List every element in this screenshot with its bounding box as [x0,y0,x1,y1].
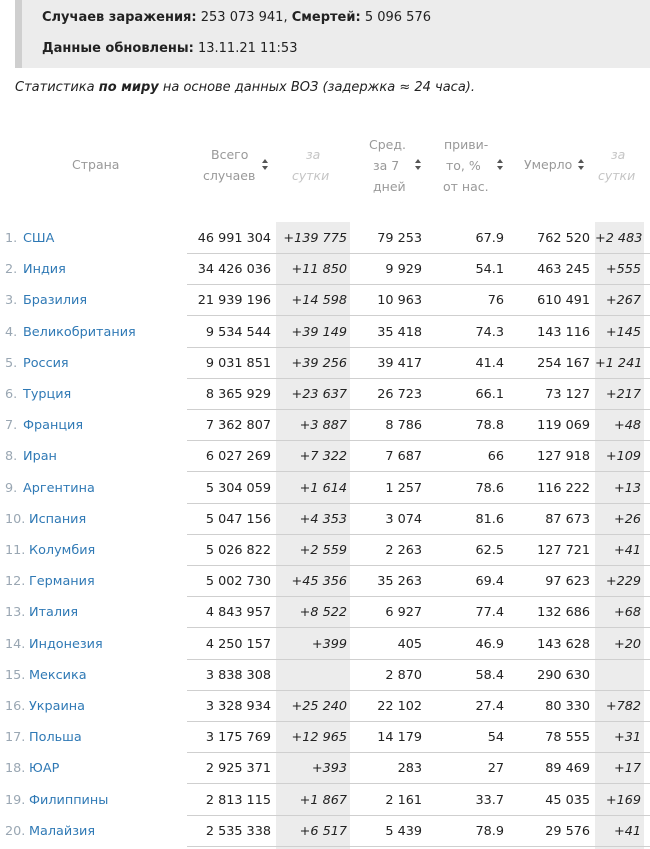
country-link[interactable]: Индия [23,262,66,278]
header-total-line2: случаев [203,168,256,183]
total-cases: 3 328 934 [205,699,271,714]
daily-deaths: +31 [613,730,641,746]
daily-cases: +399 [311,636,347,652]
table-row [0,348,650,379]
table-row [0,629,650,660]
daily-cases: +6 517 [299,823,347,839]
cases-summary [42,10,431,25]
vaccinated-percent: 67.9 [475,231,504,246]
daily-deaths: +782 [605,699,641,714]
total-cases: 7 362 807 [205,418,271,434]
total-deaths: 290 630 [537,667,590,683]
country-link[interactable]: ЮАР [29,761,60,777]
vaccinated-percent: 77.4 [475,605,504,621]
vaccinated-percent: 33.7 [475,792,504,808]
table-row [0,660,650,691]
stats-note [15,80,475,95]
country-link[interactable]: Малайзия [29,823,96,839]
country-link[interactable]: Индонезия [29,636,103,652]
sort-icon[interactable] [497,159,503,170]
daily-deaths: +20 [613,636,641,652]
total-cases: 8 365 929 [205,387,271,402]
header-ddaily-line2: сутки [598,168,636,183]
total-deaths: 762 520 [537,231,590,246]
country-link[interactable]: Россия [23,355,69,371]
table-row [0,473,650,504]
total-deaths: 80 330 [545,699,590,714]
note-prefix: Статистика [15,80,99,95]
country-link[interactable]: Колумбия [29,543,96,558]
total-deaths: 89 469 [545,761,590,777]
daily-deaths: +26 [613,511,641,527]
avg-7-days: 6 927 [385,605,422,621]
avg-7-days: 2 263 [385,543,422,558]
table-row [0,254,650,285]
avg-7-days: 2 161 [385,792,422,808]
country-link[interactable]: Аргентина [23,480,95,496]
note-suffix: на основе данных ВОЗ (задержка ≈ 24 часа). [158,80,475,95]
rank-number: 9. [5,480,18,496]
rank-number: 13. [5,605,26,621]
header-avg7[interactable] [352,130,432,200]
daily-deaths [595,660,641,691]
daily-cases [276,660,347,691]
total-cases: 4 843 957 [205,605,271,621]
country-link[interactable]: США [23,231,55,246]
total-deaths: 143 628 [537,636,590,652]
total-cases: 5 304 059 [205,480,271,496]
cases-label: Случаев заражения: [42,10,197,25]
total-deaths: 610 491 [537,293,590,309]
rank-number: 8. [5,449,18,465]
total-cases: 9 534 544 [205,324,271,340]
rank-number: 12. [5,574,26,590]
table-row [0,317,650,348]
rank-number: 15. [5,667,26,683]
header-avg-line1: Сред. [369,137,406,152]
total-cases: 5 002 730 [205,574,271,590]
vaccinated-percent: 78.8 [475,418,504,434]
vaccinated-percent: 27 [487,761,504,777]
vaccinated-percent: 46.9 [475,636,504,652]
daily-cases: +7 322 [299,449,347,465]
daily-cases: +8 522 [299,605,347,621]
deaths-label: Смертей: [291,10,361,25]
total-deaths: 119 069 [537,418,590,434]
country-link[interactable]: Филиппины [29,792,109,808]
total-deaths: 97 623 [545,574,590,590]
header-daily-line2: сутки [292,168,330,183]
table-row [0,722,650,753]
total-cases: 2 813 115 [205,792,271,808]
vaccinated-percent: 58.4 [475,667,504,683]
header-vacc-line2: то, % [446,158,481,173]
total-deaths: 45 035 [545,792,590,808]
table-row [0,285,650,316]
updated-summary [42,41,297,56]
vaccinated-percent: 27.4 [475,699,504,714]
rank-number: 19. [5,792,26,808]
table-row [0,223,650,254]
total-deaths: 254 167 [537,355,590,371]
rank-number: 5. [5,355,18,371]
rank-number: 6. [5,387,18,402]
vaccinated-percent: 54 [487,730,504,746]
total-deaths: 73 127 [545,387,590,402]
cases-value: 253 073 941, [200,10,288,25]
table-row [0,379,650,410]
total-deaths: 87 673 [545,511,590,527]
rank-number: 16. [5,699,26,714]
avg-7-days: 283 [397,761,422,777]
rank-number: 14. [5,636,26,652]
table-row [0,504,650,535]
total-deaths: 132 686 [537,605,590,621]
sort-icon[interactable] [262,159,268,170]
vaccinated-percent: 62.5 [475,543,504,558]
total-cases: 2 925 371 [205,761,271,777]
avg-7-days: 22 102 [377,699,422,714]
daily-deaths: +555 [605,262,641,278]
total-cases: 4 250 157 [205,636,271,652]
table-row [0,816,650,847]
daily-cases: +139 775 [283,231,347,246]
vaccinated-percent: 54.1 [475,262,504,278]
vaccinated-percent: 78.9 [475,823,504,839]
rank-number: 3. [5,293,18,309]
country-link[interactable]: Германия [29,574,95,590]
country-link[interactable]: Польша [29,730,82,746]
updated-value: 13.11.21 11:53 [197,41,298,56]
total-cases: 21 939 196 [197,293,271,309]
daily-cases: +4 353 [299,511,347,527]
header-daily-deaths[interactable] [595,130,644,200]
daily-cases: +393 [311,761,347,777]
rank-number: 7. [5,418,18,434]
daily-deaths: +17 [613,761,641,777]
daily-deaths: +145 [605,324,641,340]
header-avg-line3: дней [373,179,406,194]
avg-7-days: 39 417 [377,355,422,371]
country-link[interactable]: Италия [29,605,79,621]
avg-7-days: 10 963 [377,293,422,309]
rank-number: 10. [5,511,26,527]
daily-cases: +25 240 [291,699,347,714]
avg-7-days: 26 723 [377,387,422,402]
avg-7-days: 8 786 [385,418,422,434]
daily-deaths: +68 [613,605,641,621]
rank-number: 2. [5,262,18,278]
header-vacc-line3: от нас. [443,179,489,194]
table-row [0,597,650,628]
total-cases: 2 535 338 [205,823,271,839]
vaccinated-percent: 66.1 [475,387,504,402]
daily-deaths: +48 [613,418,641,434]
rank-number: 4. [5,324,18,340]
total-deaths: 127 721 [537,543,590,558]
daily-cases: +1 867 [299,792,347,808]
daily-deaths: +41 [613,823,641,839]
total-cases: 6 027 269 [205,449,271,465]
total-cases: 9 031 851 [205,355,271,371]
vaccinated-percent: 78.6 [475,480,504,496]
daily-deaths: +41 [613,543,641,558]
vaccinated-percent: 41.4 [475,355,504,371]
header-vacc-line1: приви- [444,137,489,152]
total-cases: 46 991 304 [197,231,271,246]
country-link[interactable]: Иран [23,449,57,465]
sort-icon[interactable] [578,159,584,170]
table-row [0,753,650,784]
avg-7-days: 7 687 [385,449,422,465]
daily-deaths: +13 [613,480,641,496]
total-deaths: 78 555 [545,730,590,746]
header-deaths[interactable] [512,130,592,200]
total-cases: 5 026 822 [205,543,271,558]
vaccinated-percent: 76 [487,293,504,309]
daily-deaths: +169 [605,792,641,808]
header-country-label: Страна [72,157,120,172]
updated-label: Данные обновлены: [42,41,194,56]
header-ddaily-line1: за [611,147,626,162]
vaccinated-percent: 69.4 [475,574,504,590]
country-link[interactable]: Украина [29,699,86,714]
country-link[interactable]: Мексика [29,667,87,683]
avg-7-days: 3 074 [385,511,422,527]
vaccinated-percent: 81.6 [475,511,504,527]
total-cases: 34 426 036 [197,262,271,278]
total-deaths: 143 116 [537,324,590,340]
daily-cases: +11 850 [291,262,347,278]
country-link[interactable]: Испания [29,511,87,527]
total-cases: 3 838 308 [205,667,271,683]
daily-cases: +3 887 [299,418,347,434]
daily-deaths: +217 [605,387,641,402]
header-avg-line2: за 7 [373,158,400,173]
total-cases: 5 047 156 [205,511,271,527]
avg-7-days: 35 418 [377,324,422,340]
total-cases: 3 175 769 [205,730,271,746]
table-row [0,410,650,441]
header-deaths-label: Умерло [524,157,573,172]
vaccinated-percent: 74.3 [475,324,504,340]
rank-number: 1. [5,231,18,246]
daily-deaths: +1 241 [595,355,643,371]
avg-7-days: 79 253 [377,231,422,246]
daily-cases: +23 637 [291,387,347,402]
country-link[interactable]: Бразилия [23,293,88,309]
daily-deaths: +109 [605,449,641,465]
avg-7-days: 1 257 [385,480,422,496]
table-row [0,535,650,566]
avg-7-days: 5 439 [385,823,422,839]
avg-7-days: 14 179 [377,730,422,746]
sort-icon[interactable] [415,159,421,170]
header-daily-cases[interactable] [276,130,350,200]
header-daily-line1: за [306,147,321,162]
daily-cases: +45 356 [291,574,347,590]
avg-7-days: 9 929 [385,262,422,278]
daily-cases: +14 598 [291,293,347,309]
daily-cases: +12 965 [291,730,347,746]
country-link[interactable]: Великобритания [23,324,136,340]
rank-number: 17. [5,730,26,746]
header-total-line1: Всего [211,147,249,162]
avg-7-days: 405 [397,636,422,652]
daily-deaths: +229 [605,574,641,590]
daily-cases: +39 256 [291,355,347,371]
table-row [0,691,650,722]
total-deaths: 127 918 [537,449,590,465]
avg-7-days: 2 870 [385,667,422,683]
table-row [0,441,650,472]
row-divider [187,846,650,847]
note-bold: по миру [98,80,159,95]
header-total[interactable] [188,130,274,200]
total-deaths: 116 222 [537,480,590,496]
rank-number: 20. [5,823,26,839]
total-deaths: 29 576 [545,823,590,839]
daily-cases: +1 614 [299,480,347,496]
avg-7-days: 35 263 [377,574,422,590]
deaths-value: 5 096 576 [364,10,431,25]
daily-deaths: +2 483 [595,231,643,246]
daily-deaths: +267 [605,293,641,309]
header-vaccinated[interactable] [436,130,510,200]
vaccinated-percent: 66 [487,449,504,465]
daily-cases: +2 559 [299,543,347,558]
country-link[interactable]: Турция [23,387,72,402]
country-link[interactable]: Франция [23,418,84,434]
total-deaths: 463 245 [537,262,590,278]
header-country[interactable] [0,130,187,200]
rank-number: 18. [5,761,26,777]
rank-number: 11. [5,543,26,558]
table-row [0,566,650,597]
daily-cases: +39 149 [291,324,347,340]
table-row [0,785,650,816]
summary-box [15,0,650,68]
